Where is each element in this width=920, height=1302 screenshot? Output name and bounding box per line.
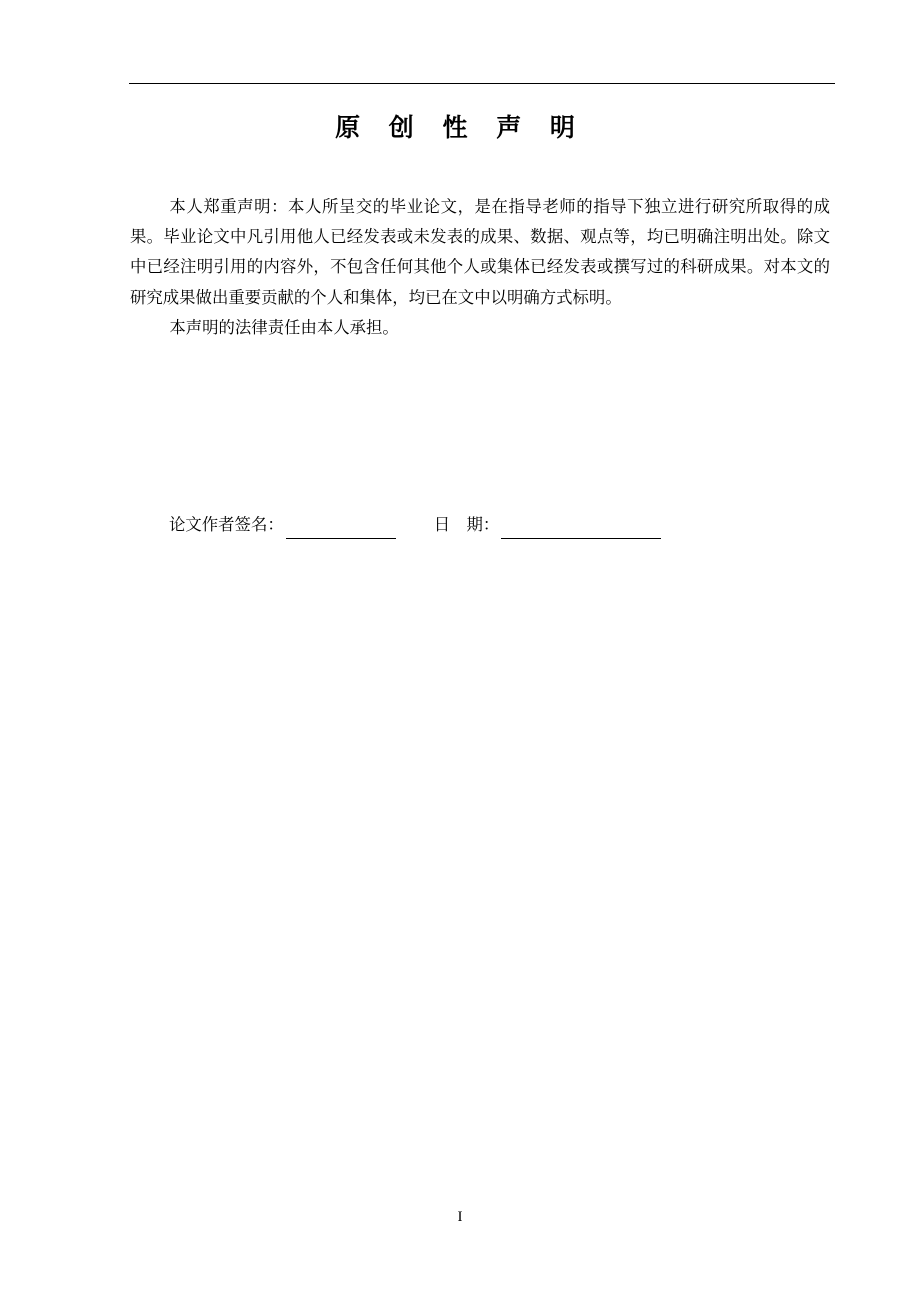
declaration-paragraph: 本人郑重声明：本人所呈交的毕业论文，是在指导老师的指导下独立进行研究所取得的成果。毕业论文中凡引用他人已经发表或未发表的成果、数据、观点等，均已明确注明出处。除文中已经注明引用的内容外，不包含任何其他个人或集体已经发表或撰写过的科研成果。对本文的研究成果做出重要贡献的个人和集体，均已在文中以明确方式标明。 [130,197,830,307]
date-label: 日 期： [433,515,500,534]
author-signature-label: 论文作者签名： [169,515,284,534]
page-title: 原 创 性 声 明 [335,113,585,142]
liability-paragraph: 本声明的法律责任由本人承担。 [169,317,399,337]
signature-row [169,511,661,539]
header-rule [129,83,835,84]
declaration-body [130,192,830,343]
page-number: I [457,1209,463,1225]
date-field[interactable] [501,516,661,539]
author-signature-field[interactable] [286,516,396,539]
